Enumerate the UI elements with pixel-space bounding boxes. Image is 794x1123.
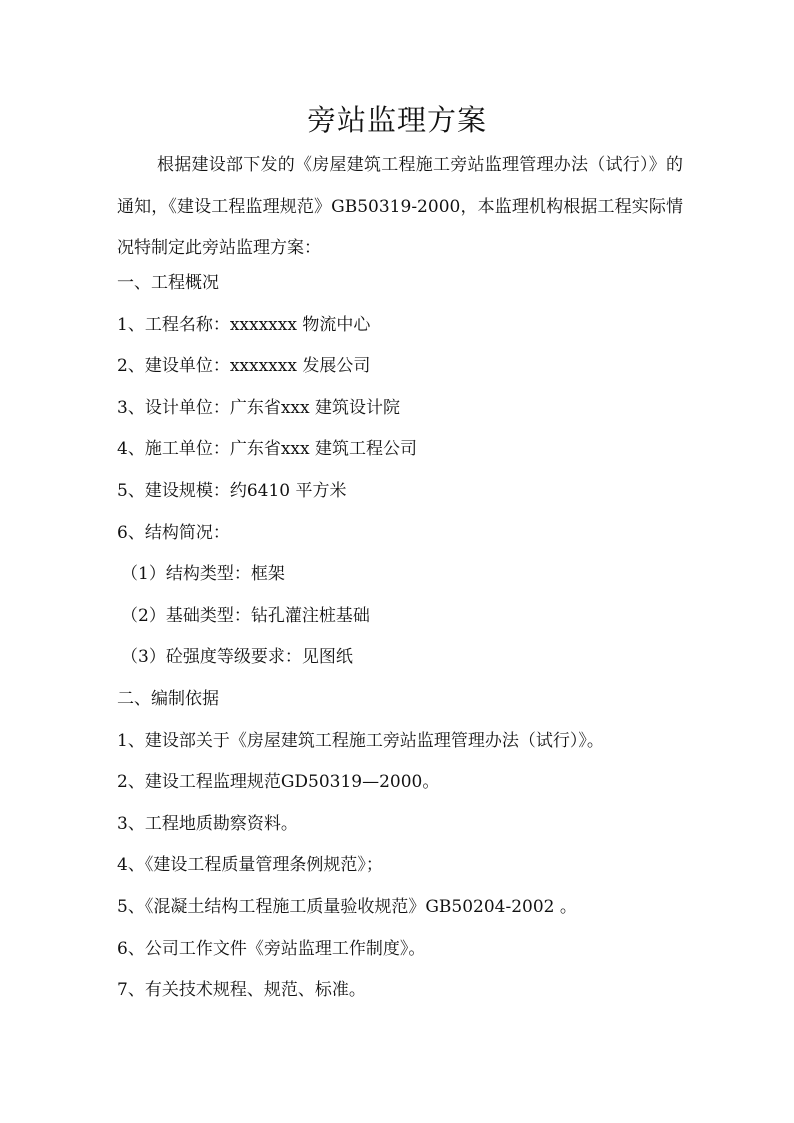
basis-item-7: 7、有关技术规程、规范、标准。 xyxy=(117,980,366,1001)
project-name-line: 1、工程名称：xxxxxxx 物流中心 xyxy=(117,314,371,335)
foundation-type-line: （2）基础类型：钻孔灌注桩基础 xyxy=(121,605,370,626)
section-heading-overview: 一、工程概况 xyxy=(117,273,219,293)
structure-summary-line: 6、结构简况： xyxy=(117,522,230,543)
intro-paragraph: 根据建设部下发的《房屋建筑工程施工旁站监理管理办法（试行）》的通知，《建设工程监理规范》GB50319-2000，本监理机构根据工程实际情况特制定此旁站监理方案： xyxy=(117,155,683,258)
basis-item-3: 3、工程地质勘察资料。 xyxy=(117,813,298,834)
basis-item-1: 1、建设部关于《房屋建筑工程施工旁站监理管理办法（试行）》。 xyxy=(117,730,604,751)
structure-type-line: （1）结构类型：框架 xyxy=(121,564,285,585)
contractor-line: 4、施工单位：广东省xxx 建筑工程公司 xyxy=(117,439,417,460)
scale-line: 5、建设规模：约6410 平方米 xyxy=(117,480,347,501)
basis-item-4: 4、《建设工程质量管理条例规范》； xyxy=(117,855,383,876)
basis-item-5: 5、《混凝土结构工程施工质量验收规范》GB50204-2002 。 xyxy=(117,896,577,917)
content-lines xyxy=(117,263,717,1012)
basis-item-6: 6、公司工作文件《旁站监理工作制度》。 xyxy=(117,938,426,959)
document-title: 旁站监理方案 xyxy=(306,103,487,137)
concrete-grade-line: （3）砼强度等级要求：见图纸 xyxy=(121,647,353,668)
section-heading-basis: 二、编制依据 xyxy=(117,688,219,709)
designer-line: 3、设计单位：广东省xxx 建筑设计院 xyxy=(117,397,400,418)
basis-item-2: 2、建设工程监理规范GD50319—2000。 xyxy=(117,772,440,793)
client-line: 2、建设单位：xxxxxxx 发展公司 xyxy=(117,356,371,377)
